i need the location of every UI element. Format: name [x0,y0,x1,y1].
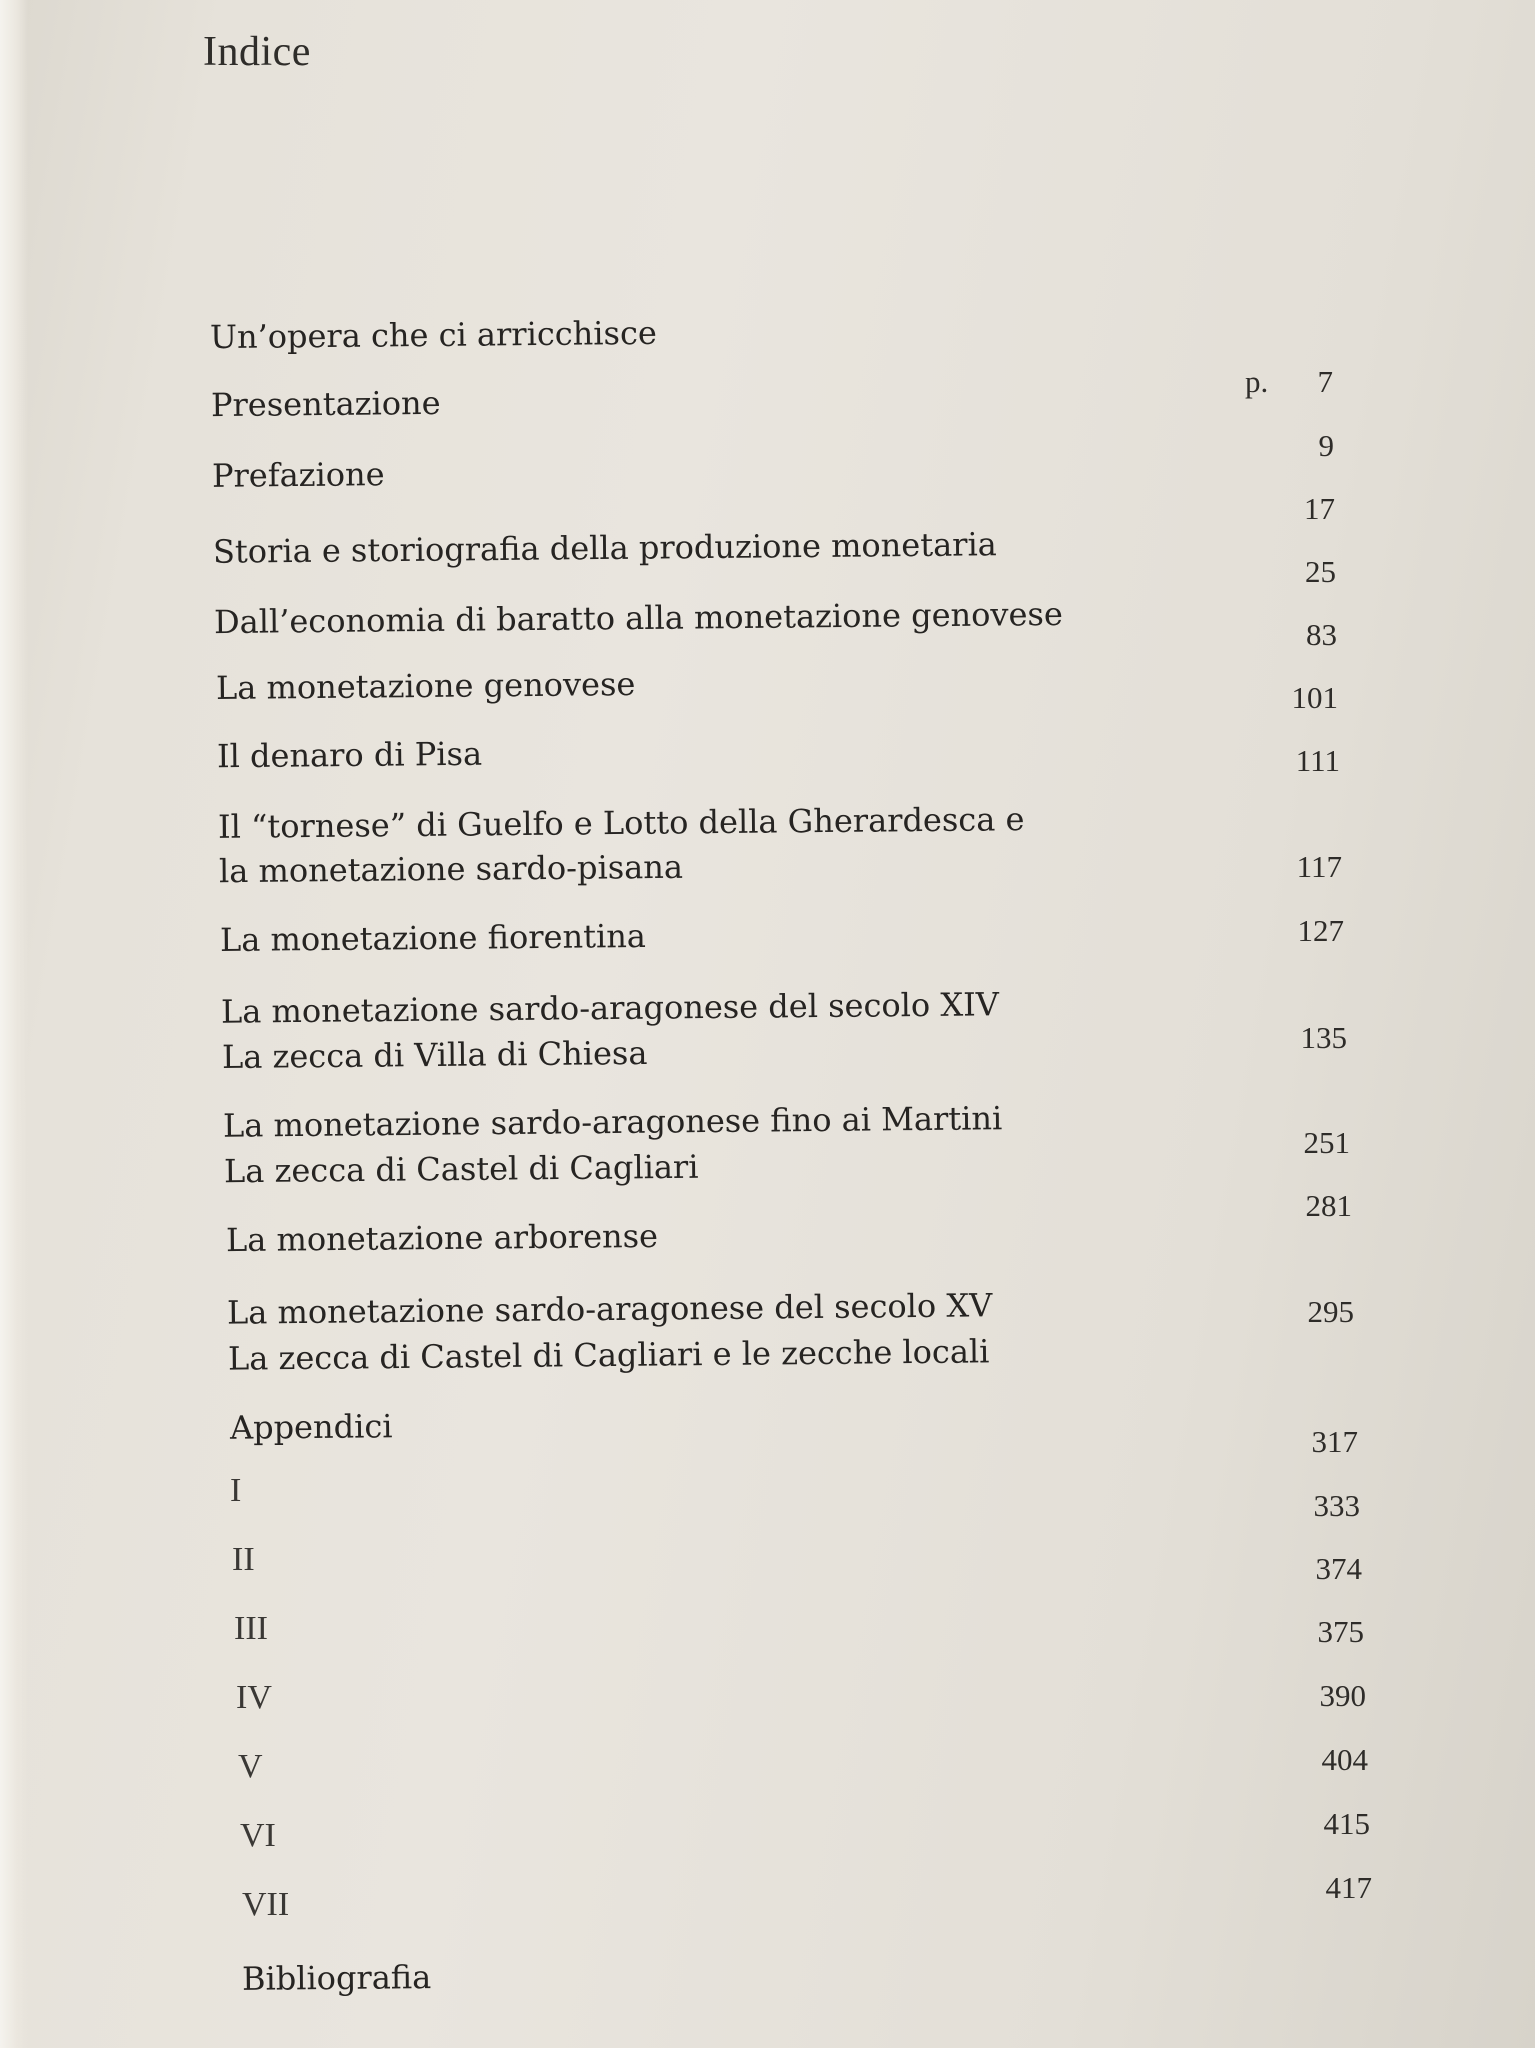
page-number: 117 [1296,849,1342,884]
page-number: 7 [1317,364,1333,399]
toc-entry-title: Prefazione [211,455,385,495]
toc-entry-title: La monetazione sardo-aragonese del secolo XV [226,1286,993,1332]
appendix-label: II [232,1541,255,1578]
page-number: 295 [1307,1294,1354,1329]
page-number: 390 [1319,1678,1366,1713]
toc-entry-title: La monetazione arborense [225,1216,659,1260]
page-number: 404 [1321,1742,1368,1777]
page-number: 251 [1303,1125,1350,1160]
toc-entry-title-continued: la monetazione sardo-pisana [218,847,684,891]
appendix-label: I [230,1472,242,1509]
toc-entry-title-continued: La zecca di Villa di Chiesa [221,1033,648,1077]
page-number: 333 [1313,1488,1360,1523]
appendix-label: VI [240,1817,276,1854]
toc-entry-title-continued: La zecca di Castel di Cagliari [223,1147,699,1191]
appendix-label: III [234,1610,268,1647]
toc-entry-title-continued: La zecca di Castel di Cagliari e le zecche locali [227,1332,990,1378]
page-title: Indice [203,29,311,75]
page-number: 417 [1325,1870,1372,1905]
toc-entry-title: La monetazione sardo-aragonese fino ai Martini [222,1099,1003,1145]
page-number: 25 [1305,554,1336,589]
toc-entry-title: Un’opera che ci arricchisce [209,313,658,357]
toc-entry-title: La monetazione genovese [215,664,636,708]
appendix-label: V [238,1748,263,1785]
page-number: 415 [1323,1806,1370,1841]
page-number: 317 [1311,1424,1358,1459]
page-number: 9 [1318,428,1334,463]
toc-entry-title: La monetazione sardo-aragonese del secolo XIV [220,985,1000,1031]
page-number: 83 [1306,617,1337,652]
page-number: 135 [1300,1020,1347,1055]
toc-entry-title: Appendici [229,1407,393,1447]
appendix-label: IV [236,1679,272,1716]
page-number: 127 [1297,913,1344,948]
toc-entry-title: La monetazione fiorentina [219,916,647,960]
page-number: 374 [1315,1551,1362,1586]
page-number: 17 [1304,491,1335,526]
toc-entry-title: Il “tornese” di Guelfo e Lotto della Gherardesca e [217,800,1025,846]
toc-entry-title: Storia e storiografia della produzione monetaria [212,525,997,571]
toc-entry-title: Il denaro di Pisa [216,734,483,776]
appendix-label: VII [242,1886,290,1923]
toc-entry-title: Dall’economia di baratto alla monetazione genovese [213,594,1063,642]
toc-entry-title: Presentazione [210,383,441,425]
page-number: 375 [1317,1614,1364,1649]
page-number: 101 [1291,680,1338,715]
toc-entry-title: Bibliografia [241,1958,432,1998]
page-prefix: p. [1245,364,1269,399]
page-number: 281 [1305,1188,1352,1223]
page-edge [0,0,28,2048]
page-number: 111 [1295,743,1340,778]
